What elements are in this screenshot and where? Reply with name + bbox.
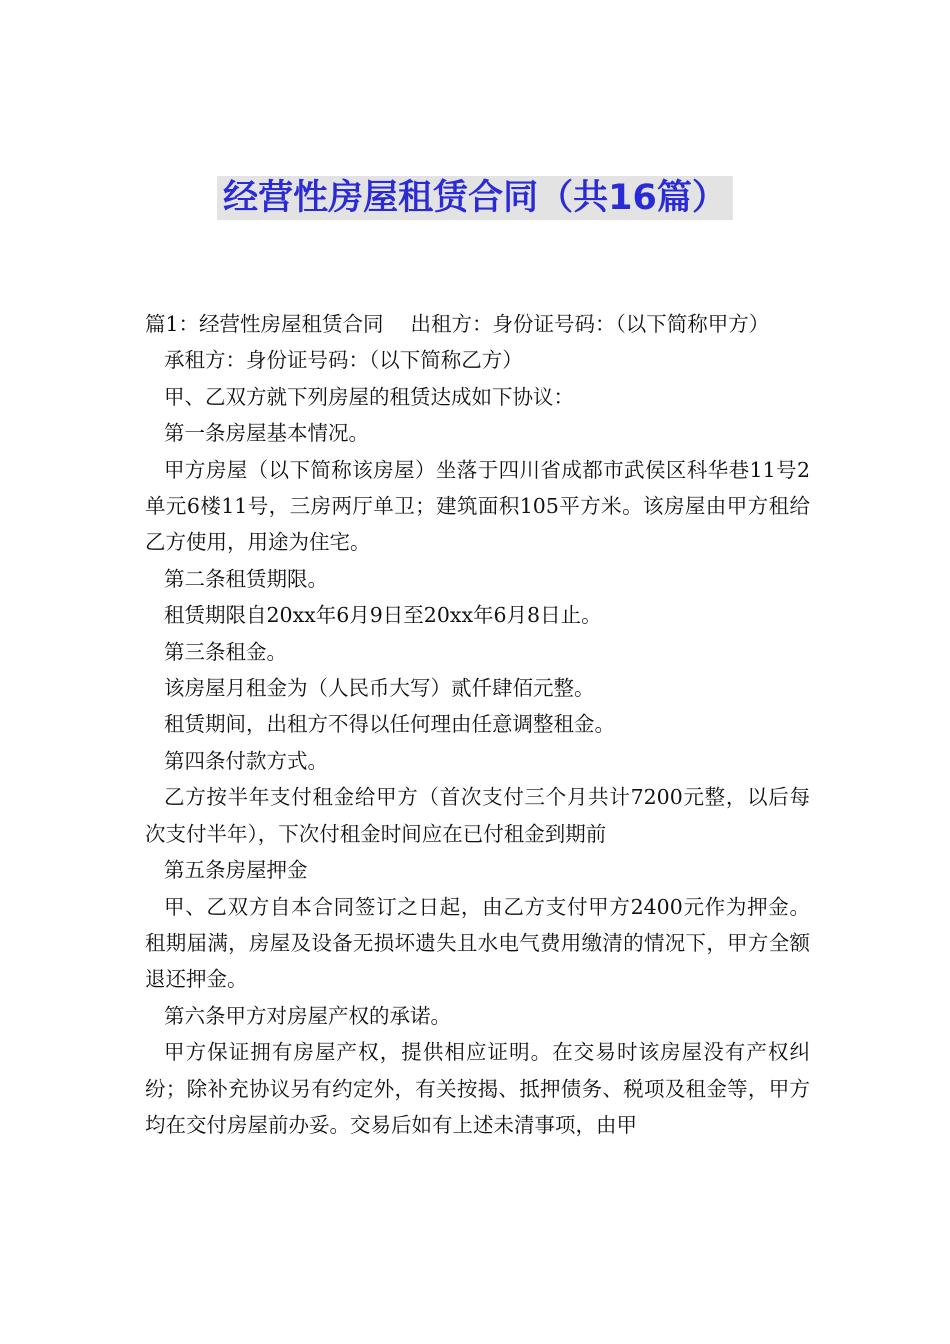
document-body [145, 306, 810, 1143]
document-title: 经营性房屋租赁合同（共16篇） [217, 176, 733, 220]
paragraph: 甲、乙双方就下列房屋的租赁达成如下协议： [164, 384, 574, 409]
paragraph: 第三条租金。 [164, 639, 287, 664]
paragraph: 租赁期间，出租方不得以任何理由任意调整租金。 [164, 712, 615, 737]
paragraph: 第六条甲方对房屋产权的承诺。 [164, 1003, 451, 1028]
paragraph: 篇1：经营性房屋租赁合同 出租方：身份证号码：（以下简称甲方） [145, 312, 770, 336]
paragraph: 第四条付款方式。 [164, 748, 328, 773]
paragraph: 甲、乙双方自本合同签订之日起，由乙方支付甲方2400元作为押金。租期届满，房屋及设备无损坏遗失且水电气费用缴清的情况下，甲方全额退还押金。 [145, 894, 810, 992]
paragraph: 第一条房屋基本情况。 [164, 421, 369, 446]
paragraph: 租赁期限自20xx年6月9日至20xx年6月8日止。 [164, 603, 602, 628]
paragraph: 第二条租赁期限。 [164, 566, 328, 591]
title-container [0, 176, 950, 220]
paragraph: 甲方房屋（以下简称该房屋）坐落于四川省成都市武侯区科华巷11号2单元6楼11号，三房两厅单卫；建筑面积105平方米。该房屋由甲方租给乙方使用，用途为住宅。 [145, 457, 810, 555]
paragraph: 第五条房屋押金 [164, 858, 308, 883]
paragraph: 承租方：身份证号码：（以下简称乙方） [164, 348, 523, 373]
paragraph: 该房屋月租金为（人民币大写）贰仟肆佰元整。 [164, 676, 595, 701]
paragraph: 甲方保证拥有房屋产权，提供相应证明。在交易时该房屋没有产权纠纷；除补充协议另有约定外，有关按揭、抵押债务、税项及租金等，甲方均在交付房屋前办妥。交易后如有上述未清事项，由甲 [145, 1040, 810, 1137]
paragraph: 乙方按半年支付租金给甲方（首次支付三个月共计7200元整，以后每次支付半年），下次付租金时间应在已付租金到期前 [145, 785, 810, 846]
